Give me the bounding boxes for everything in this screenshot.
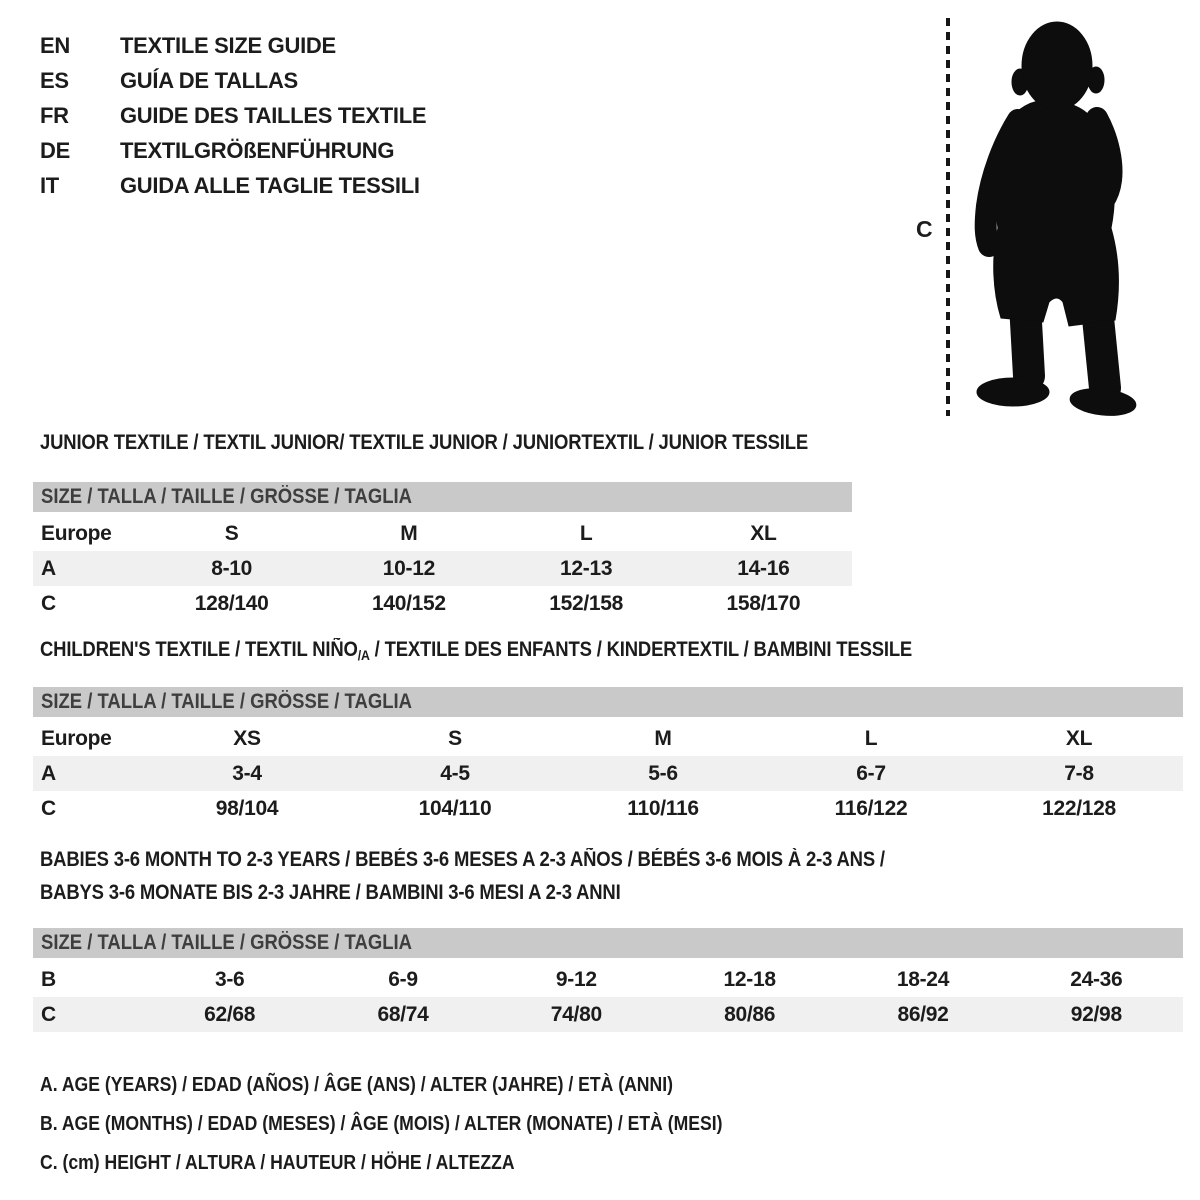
row-label: A (41, 557, 56, 580)
junior-size-table (33, 482, 852, 621)
language-code: DE (40, 138, 70, 163)
junior-section-heading: JUNIOR TEXTILE / TEXTIL JUNIOR/ TEXTILE JUNIOR / JUNIORTEXTIL / JUNIOR TESSILE (40, 431, 809, 454)
guide-title-en: TEXTILE SIZE GUIDE (120, 33, 336, 58)
height-cell: 110/116 (627, 797, 699, 820)
months-cell: 18-24 (896, 968, 950, 991)
babies-heading-line1: BABIES 3-6 MONTH TO 2-3 YEARS / BEBÉS 3-6 MESES A 2-3 AÑOS / BÉBÉS 3-6 MOIS À 2-3 ANS / (40, 848, 885, 871)
language-row-en (40, 28, 426, 63)
language-row-fr (40, 98, 426, 133)
height-cell: 74/80 (550, 1003, 602, 1026)
height-cell: 62/68 (204, 1003, 256, 1026)
size-cell: L (864, 727, 878, 750)
legend (40, 1066, 816, 1183)
row-label: C (41, 1003, 56, 1026)
height-cell: 122/128 (1042, 797, 1116, 820)
table-row-height (33, 586, 852, 621)
babies-size-table (33, 928, 1183, 1032)
height-cell: 128/140 (194, 592, 269, 615)
height-measure-dashed-line (946, 18, 950, 416)
row-label: C (41, 592, 56, 615)
height-cell: 104/110 (418, 797, 492, 820)
height-cell: 92/98 (1070, 1003, 1122, 1026)
height-cell: 116/122 (834, 797, 908, 820)
height-cell: 68/74 (377, 1003, 429, 1026)
row-label: Europe (41, 727, 112, 750)
age-cell: 3-4 (232, 762, 262, 785)
size-cell: XL (1065, 727, 1093, 750)
row-label: C (41, 797, 56, 820)
height-cell: 86/92 (897, 1003, 949, 1026)
months-cell: 6-9 (388, 968, 418, 991)
guide-title-de: TEXTILGRÖßENFÜHRUNG (120, 138, 395, 163)
age-cell: 5-6 (648, 762, 678, 785)
legend-line-c: C. (cm) HEIGHT / ALTURA / HAUTEUR / HÖHE / ALTEZZA (40, 1152, 515, 1174)
table-row-months (33, 962, 1183, 997)
table-row-age (33, 551, 852, 586)
age-cell: 6-7 (856, 762, 886, 785)
age-cell: 14-16 (737, 557, 790, 580)
measure-label-c: C (916, 216, 933, 242)
legend-line-b: B. AGE (MONTHS) / EDAD (MESES) / ÂGE (MOIS) / ALTER (MONATE) / ETÀ (MESI) (40, 1113, 723, 1135)
size-cell: S (224, 522, 239, 545)
language-code: FR (40, 103, 69, 128)
nino-a-subscript: /A (357, 647, 370, 663)
language-row-it (40, 168, 426, 203)
children-size-table (33, 687, 1183, 826)
size-cell: S (448, 727, 462, 750)
table-row-europe (33, 721, 1183, 756)
table-row-height (33, 791, 1183, 826)
size-table-header: SIZE / TALLA / TAILLE / GRÖSSE / TAGLIA (33, 482, 852, 512)
row-label: Europe (41, 522, 112, 545)
height-cell: 98/104 (215, 797, 279, 820)
size-cell: XS (233, 727, 261, 750)
months-cell: 3-6 (214, 968, 245, 991)
language-code: EN (40, 33, 70, 58)
age-cell: 4-5 (440, 762, 470, 785)
row-label: B (41, 968, 56, 991)
age-cell: 7-8 (1064, 762, 1094, 785)
height-cell: 158/170 (726, 592, 801, 615)
height-cell: 140/152 (371, 592, 446, 615)
size-cell: M (654, 727, 672, 750)
size-cell: XL (750, 522, 777, 545)
child-silhouette-icon (963, 14, 1137, 418)
guide-title-es: GUÍA DE TALLAS (120, 68, 298, 93)
language-row-de (40, 133, 426, 168)
size-cell: L (579, 522, 593, 545)
height-cell: 152/158 (549, 592, 624, 615)
language-code: ES (40, 68, 69, 93)
table-row-height (33, 997, 1183, 1032)
legend-line-a: A. AGE (YEARS) / EDAD (AÑOS) / ÂGE (ANS) / ALTER (JAHRE) / ETÀ (ANNI) (40, 1074, 673, 1096)
table-row-europe (33, 516, 852, 551)
size-table-header: SIZE / TALLA / TAILLE / GRÖSSE / TAGLIA (33, 687, 1183, 717)
age-cell: 8-10 (211, 557, 253, 580)
size-cell: M (400, 522, 418, 545)
size-table-header: SIZE / TALLA / TAILLE / GRÖSSE / TAGLIA (33, 928, 1183, 958)
months-cell: 9-12 (555, 968, 597, 991)
language-row-es (40, 63, 426, 98)
babies-heading-line2: BABYS 3-6 MONATE BIS 2-3 JAHRE / BAMBINI 3-6 MESI A 2-3 ANNI (40, 881, 621, 904)
age-cell: 10-12 (382, 557, 435, 580)
row-label: A (41, 762, 56, 785)
children-section-heading: CHILDREN'S TEXTILE / TEXTIL $NIÑO_{/A}$ / TEXTILE DES ENFANTS / KINDERTEXTIL / BAMBINI TESSILE (40, 638, 913, 663)
age-cell: 12-13 (560, 557, 613, 580)
guide-title-fr: GUIDE DES TAILLES TEXTILE (120, 103, 427, 128)
babies-section-heading (40, 843, 1000, 909)
guide-title-it: GUIDA ALLE TAGLIE TESSILI (120, 173, 420, 198)
table-row-age (33, 756, 1183, 791)
months-cell: 12-18 (723, 968, 776, 991)
height-cell: 80/86 (724, 1003, 776, 1026)
months-cell: 24-36 (1070, 968, 1123, 991)
title-language-list (40, 28, 426, 203)
language-code: IT (40, 173, 59, 198)
